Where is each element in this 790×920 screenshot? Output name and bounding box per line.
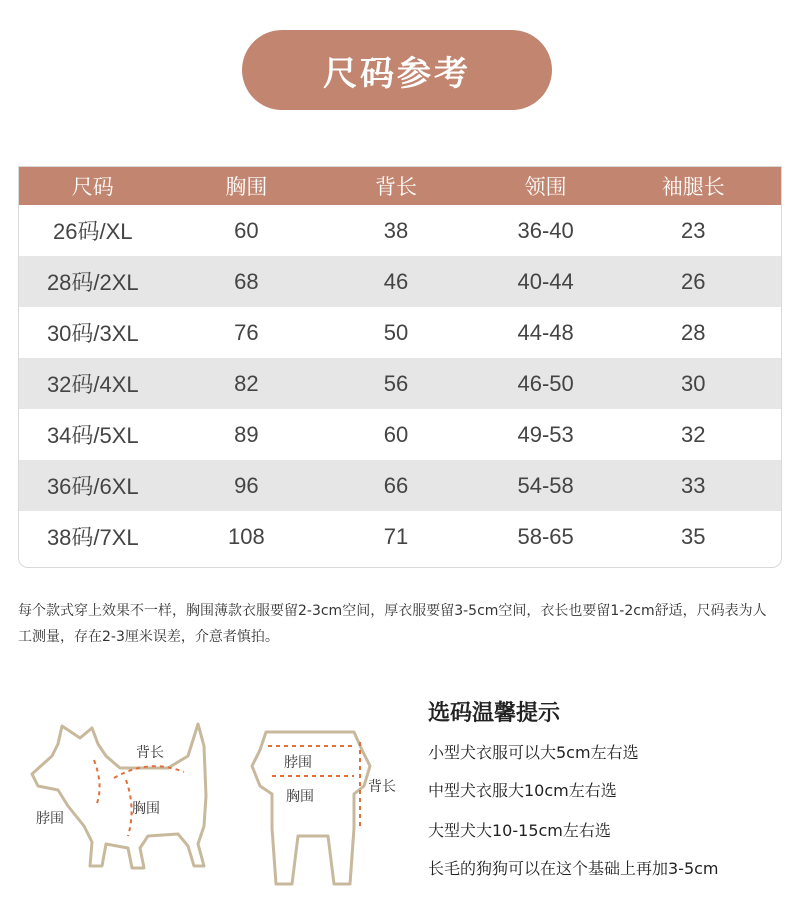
- dog-neck-label: 脖围: [36, 811, 64, 827]
- table-row: [19, 256, 781, 307]
- cell-neck: 40-44: [517, 268, 574, 294]
- cell-size: 28码/2XL: [46, 270, 139, 295]
- cell-neck: 58-65: [517, 523, 574, 549]
- table-row: [19, 511, 781, 562]
- table-row: [19, 358, 781, 409]
- cell-limb: 28: [680, 319, 706, 345]
- cell-neck: 54-58: [517, 472, 574, 498]
- cell-size: 34码/5XL: [46, 423, 139, 448]
- garment-chest-label: 胸围: [286, 789, 314, 805]
- cell-chest: 60: [234, 217, 259, 243]
- page-title: 尺码参考: [242, 30, 552, 110]
- garment-diagram: [232, 724, 408, 900]
- cell-back: 66: [383, 472, 409, 498]
- tip-item: 长毛的狗狗可以在这个基础上再加3-5cm: [428, 859, 719, 878]
- cell-limb: 35: [680, 523, 706, 549]
- header-back: 背长: [374, 175, 417, 199]
- table-header: [19, 167, 781, 205]
- size-table: [18, 166, 782, 568]
- cell-back: 50: [383, 319, 409, 345]
- header-limb: 袖腿长: [661, 175, 725, 199]
- cell-neck: 36-40: [517, 217, 574, 243]
- cell-chest: 76: [234, 319, 259, 345]
- cell-limb: 33: [680, 472, 706, 498]
- table-row: [19, 307, 781, 358]
- cell-size: 32码/4XL: [46, 372, 139, 397]
- table-row: [19, 460, 781, 511]
- cell-limb: 26: [680, 268, 706, 294]
- cell-back: 56: [383, 370, 409, 396]
- cell-size: 30码/3XL: [46, 321, 139, 346]
- cell-limb: 32: [680, 421, 706, 447]
- garment-outline-icon: [232, 724, 408, 900]
- table-row: [19, 205, 781, 256]
- cell-chest: 82: [234, 370, 259, 396]
- dog-chest-label: 胸围: [132, 801, 160, 817]
- cell-limb: 30: [680, 370, 706, 396]
- cell-size: 38码/7XL: [46, 525, 139, 550]
- header-chest: 胸围: [225, 175, 268, 199]
- cell-neck: 49-53: [517, 421, 574, 447]
- cell-size: 26码/XL: [53, 219, 133, 244]
- garment-neck-label: 脖围: [284, 755, 312, 771]
- tips-title: 选码温馨提示: [428, 701, 561, 726]
- dog-outline-icon: [28, 716, 218, 896]
- cell-back: 71: [383, 523, 409, 549]
- cell-limb: 23: [680, 217, 706, 243]
- tip-item: 中型犬衣服大10cm左右选: [428, 781, 617, 800]
- cell-back: 60: [383, 421, 409, 447]
- table-row: [19, 409, 781, 460]
- cell-neck: 46-50: [517, 370, 574, 396]
- cell-chest: 89: [234, 421, 259, 447]
- garment-back-label: 背长: [368, 779, 396, 795]
- dog-diagram: [28, 716, 218, 896]
- header-size: 尺码: [71, 175, 114, 199]
- measurement-note: 每个款式穿上效果不一样，胸围薄款衣服要留2-3cm空间，厚衣服要留3-5cm空间，衣长也要留1-2cm舒适，尺码表为人工测量，存在2-3厘米误差，介意者慎拍。: [18, 603, 767, 645]
- cell-chest: 108: [228, 523, 265, 549]
- tip-item: 大型犬大10-15cm左右选: [428, 821, 611, 840]
- cell-neck: 44-48: [517, 319, 574, 345]
- cell-size: 36码/6XL: [46, 474, 139, 499]
- dog-back-label: 背长: [136, 745, 164, 761]
- cell-chest: 68: [234, 268, 259, 294]
- cell-back: 38: [383, 217, 409, 243]
- header-neck: 领围: [524, 175, 567, 199]
- cell-back: 46: [383, 268, 409, 294]
- tip-item: 小型犬衣服可以大5cm左右选: [428, 743, 639, 762]
- cell-chest: 96: [234, 472, 259, 498]
